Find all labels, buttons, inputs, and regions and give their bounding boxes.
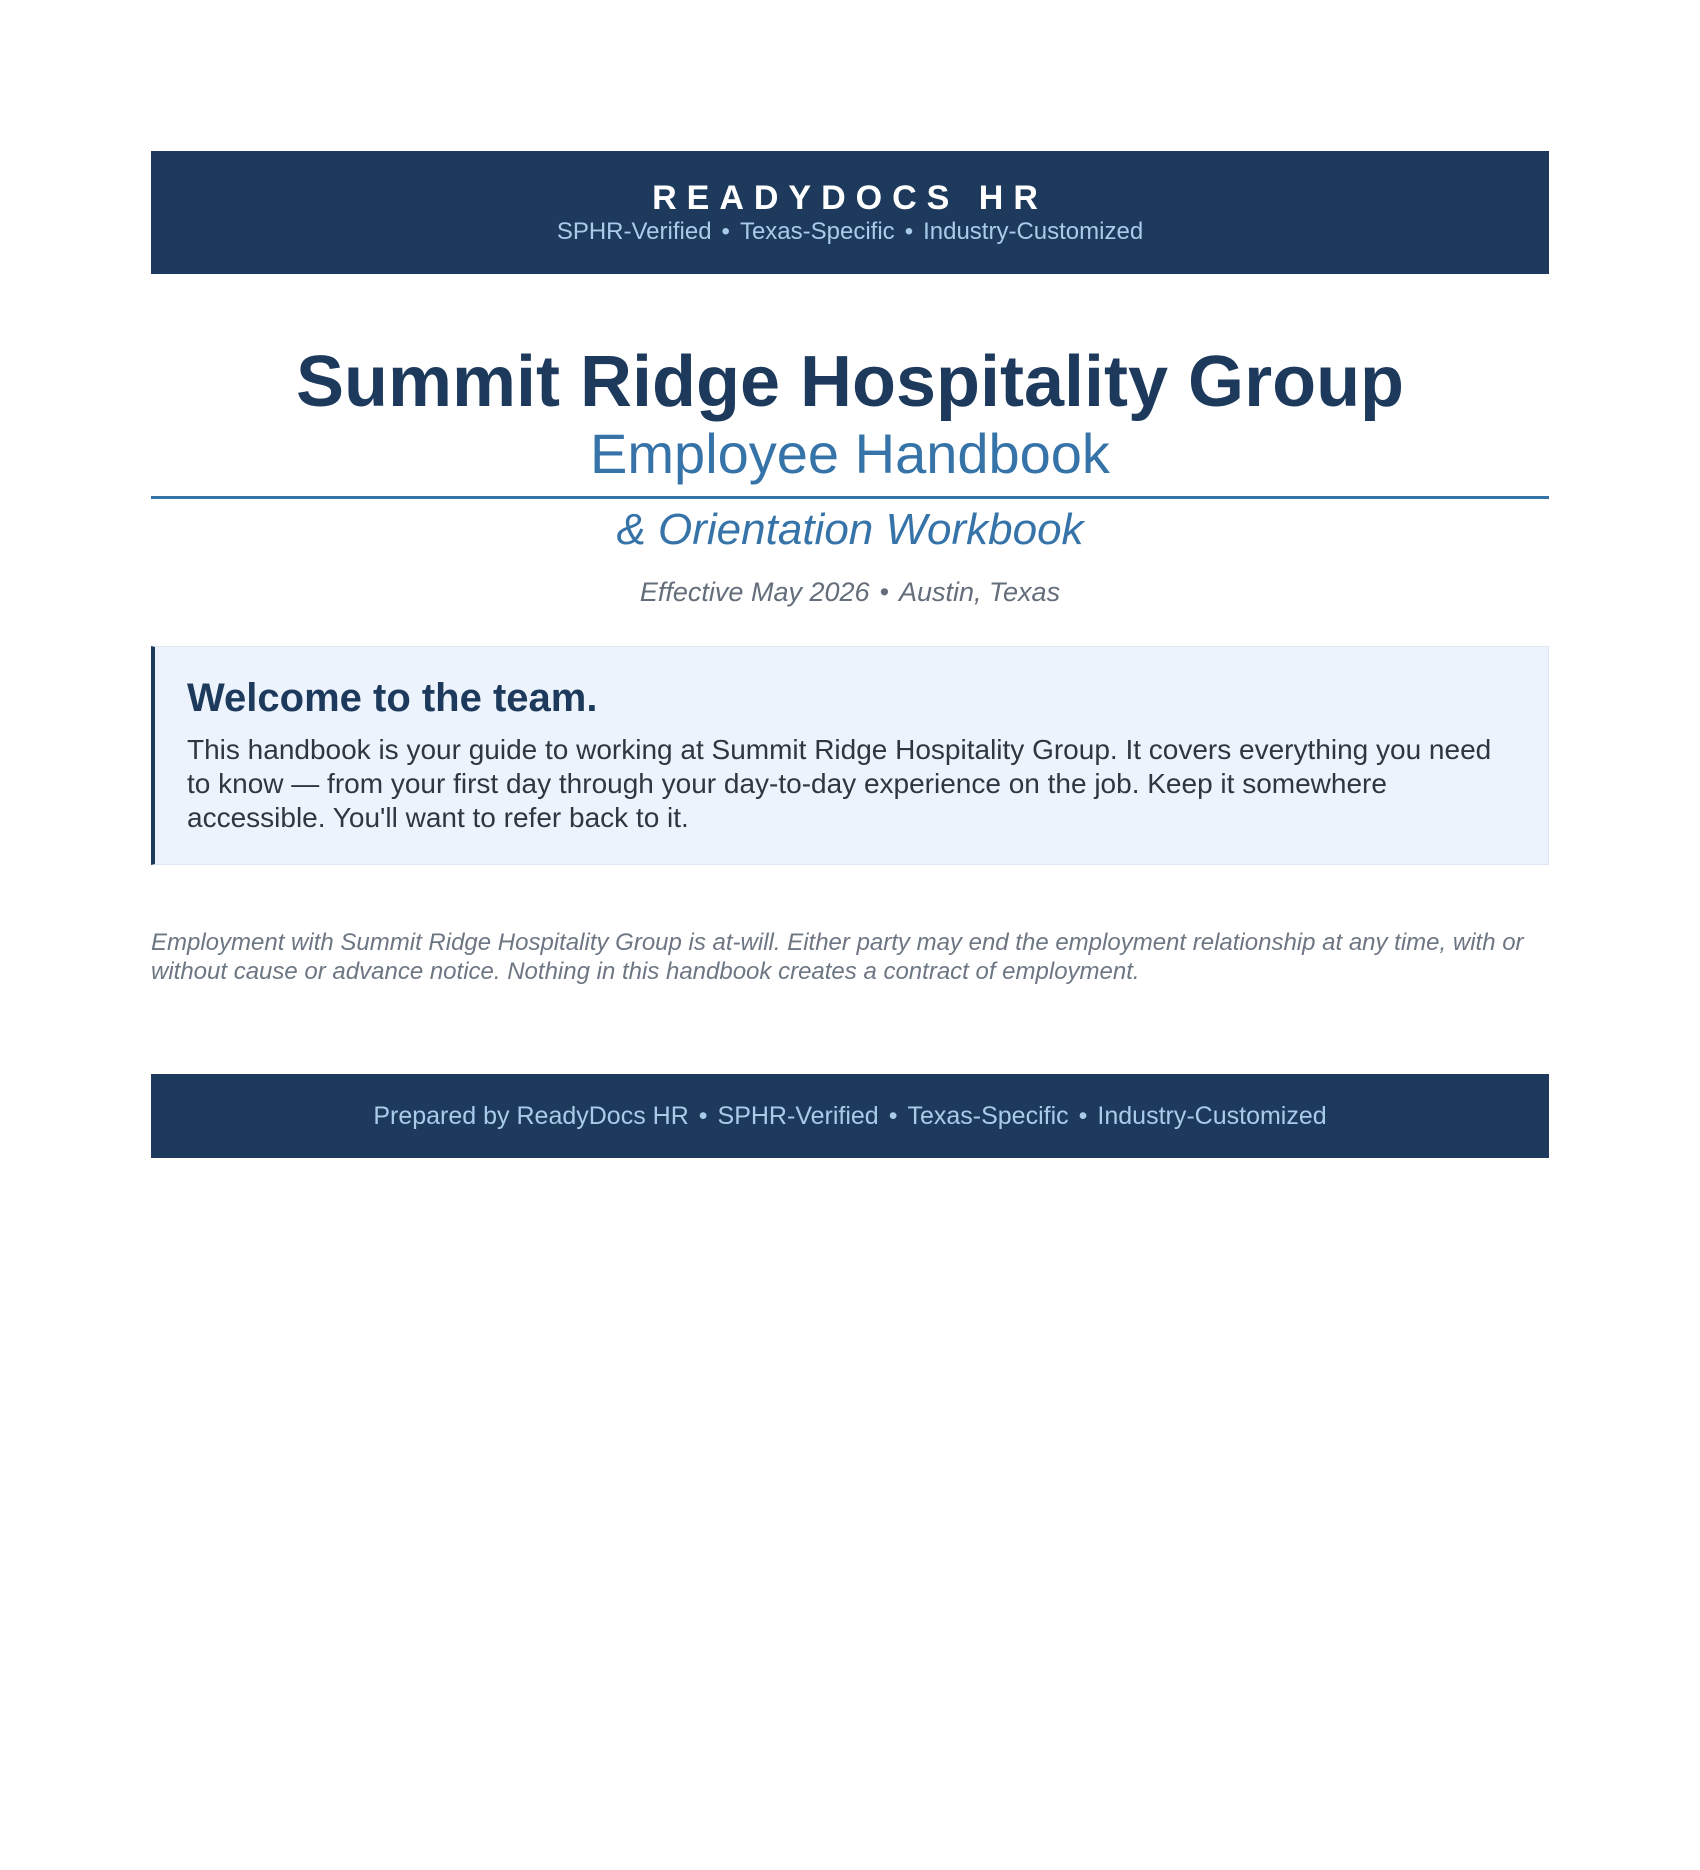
footer-tag: Texas-Specific (907, 1102, 1069, 1130)
document-title: Employee Handbook (590, 422, 1110, 485)
separator: • (1078, 1102, 1088, 1130)
header-tag: Texas-Specific (739, 218, 895, 245)
footer-text (151, 1101, 1549, 1131)
title-divider (151, 496, 1549, 499)
separator: • (721, 218, 730, 245)
header-tag: SPHR-Verified (556, 218, 712, 245)
separator: • (698, 1102, 708, 1130)
footer-band (151, 1074, 1549, 1158)
separator: • (888, 1102, 898, 1130)
company-name: Summit Ridge Hospitality Group (295, 342, 1405, 422)
welcome-body: This handbook is your guide to working at Summit Ridge Hospitality Group. It covers everything you need to know — from your first day through your day-to-day experience on the job. Keep it somewhere accessible. You'll want to refer back to it. (187, 734, 1492, 833)
footer-tag: Industry-Customized (1097, 1102, 1327, 1130)
document-subtitle: & Orientation Workbook (616, 505, 1084, 554)
header-tag: Industry-Customized (923, 218, 1144, 245)
handbook-cover (151, 151, 1549, 1158)
welcome-panel (151, 646, 1549, 865)
effective-line (151, 575, 1549, 609)
brand-name: READYDOCS HR (652, 179, 1048, 217)
header-band (151, 151, 1549, 274)
at-will-notice: Employment with Summit Ridge Hospitality Group is at-will. Either party may end the employment relationship at any time, with or without cause or advance notice. Nothing in this handbook creates a contract of employment. (151, 929, 1524, 985)
welcome-heading: Welcome to the team. (187, 676, 598, 720)
location: Austin, Texas (898, 577, 1061, 607)
separator: • (904, 218, 914, 245)
effective-date: Effective May 2026 (639, 577, 870, 607)
footer-prepared-by: Prepared by ReadyDocs HR (373, 1102, 689, 1130)
header-tagline (151, 217, 1549, 247)
separator: • (879, 577, 889, 607)
title-block (151, 342, 1549, 609)
footer-tag: SPHR-Verified (717, 1102, 879, 1130)
